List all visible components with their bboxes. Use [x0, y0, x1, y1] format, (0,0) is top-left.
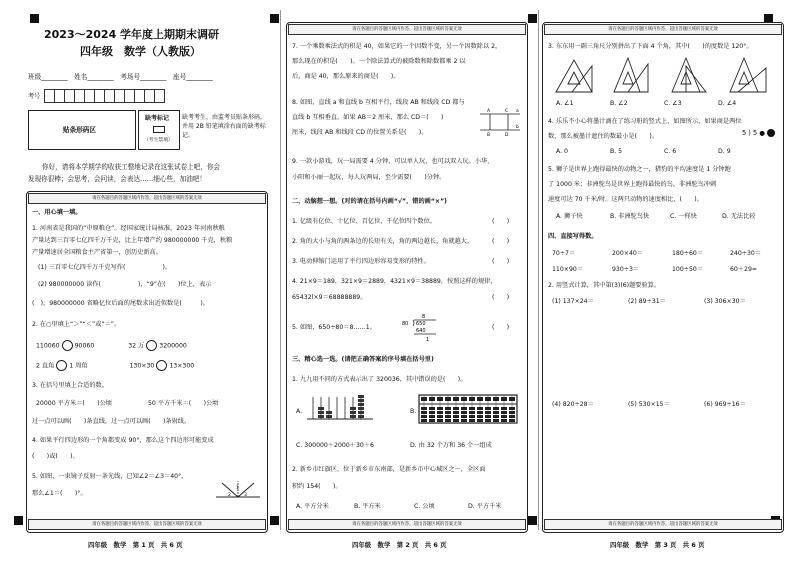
q3-line-2[interactable]: 过一点可以画( )条直线，过一点可以画( )条射线。 [32, 418, 191, 425]
greeting-line-2: 发现你很棒；会思考，会问读，会表达……细心些，加油吧！ [28, 175, 207, 183]
abacus-bead [493, 419, 499, 422]
abacus-bead [453, 415, 459, 418]
parallel-lines-figure [478, 104, 522, 138]
svg-text:b: b [516, 125, 519, 130]
q2-row-1[interactable]: 110060 90060 32 万 3200000 [36, 340, 187, 351]
abacus-bead [509, 397, 515, 401]
choice-1-d[interactable]: D. 由 32 个万和 36 个一组成 [410, 442, 492, 449]
q4-option-a[interactable]: A. 0 [556, 148, 568, 155]
abacus-bead [437, 411, 443, 414]
compare-circle [62, 340, 73, 351]
q3-item-2[interactable]: 50 平方千米＝( )公顷 [148, 400, 219, 407]
answer-notice-top: 请在各题目的答题区域内作答，超出答题区域的答案无效 [288, 24, 526, 35]
q4-line-1: 4. 如果平行四边形的一个角都变成 90°，那么这个四边形可能变成 [32, 437, 214, 444]
q8-line-3[interactable]: 厘米，线段 AB 和线段 CD 的位置关系是( )。 [292, 129, 428, 136]
choice-2-line-2[interactable]: 积约 154( )。 [292, 483, 342, 490]
abacus-bead [461, 415, 467, 418]
q4-option-c[interactable]: C. 6 [664, 148, 677, 155]
judge-5-answer[interactable]: ( ) [492, 324, 510, 331]
abacus-bead [437, 397, 443, 401]
q1-part-b-line-2[interactable]: ( )，980000000 省略亿位后面的尾数求出近似数是( )。 [32, 300, 209, 307]
q7-line-1: 7. 一个乘数乘法式的积是 40，如果它的一个因数不变，另一个因数除以 2， [292, 43, 502, 50]
svg-text:A: A [487, 109, 491, 114]
svg-text:B: B [487, 133, 491, 138]
choice-2-d[interactable]: D. 平方千米 [468, 503, 502, 510]
choice-2-a[interactable]: A. 平方分米 [296, 503, 329, 510]
abacus-bead [437, 415, 443, 418]
q7-line-2[interactable]: 那么现在的积是( )。一个除法算式的被除数和除数都乘 2 以 [292, 58, 466, 65]
abacus-bead [493, 407, 499, 410]
svg-text:1: 1 [426, 337, 430, 343]
page-footer: 四年级 数学 第 3 页 共 6 页 [610, 541, 705, 549]
calc-item[interactable]: 70÷7＝ [552, 250, 576, 257]
abacus-bead [501, 407, 507, 410]
registration-mark [30, 14, 39, 23]
judge-4-line-2: 65432l×9＝68888889。 [292, 294, 367, 301]
abacus-bead [429, 419, 435, 422]
choice-1-b-label[interactable]: B. [410, 408, 417, 415]
exam-number-boxes[interactable] [44, 89, 165, 103]
abacus-bead [461, 407, 467, 410]
bead-abacus-figure [418, 394, 518, 424]
compare-circle [156, 360, 167, 371]
abacus-bead [453, 397, 459, 401]
page-footer: 四年级 数学 第 2 页 共 6 页 [352, 541, 447, 549]
abacus-bead [445, 407, 451, 410]
abacus-bead [509, 411, 515, 414]
vertical-calc-item[interactable]: (1) 137×24＝ [552, 298, 594, 305]
student-info-line[interactable]: 班级________ 姓名________ 考场号________ 座号________ [28, 73, 213, 81]
q2-row-2[interactable]: 2 直角 1 周角 130×30 13×300 [36, 360, 194, 371]
q3-item-1[interactable]: 20000 平方米＝( )公顷 [36, 400, 112, 407]
abacus-bead [421, 411, 427, 414]
abacus-bead [453, 411, 459, 414]
abacus-bead [469, 419, 475, 422]
abacus-bead [477, 407, 483, 410]
calc-item[interactable]: 110×90＝ [552, 266, 584, 273]
abacus-bead [437, 407, 443, 410]
vertical-calc-item[interactable]: (4) 820÷28＝ [552, 401, 594, 408]
svg-text:D: D [505, 133, 509, 138]
absent-description: 缺考考生，由监考员贴条形码，并用 2B 铅笔填涂右面的缺考标记。 [182, 114, 267, 139]
calc-item[interactable]: 200×40＝ [612, 250, 644, 257]
q4-line-2[interactable]: 数，那么被墨汁遮住的数最小是( )。 [548, 133, 659, 140]
q1-line-3: 产量增速居全国粮食主产省第一，创历史新高。 [32, 249, 162, 256]
answer-notice-bottom: 请在各题目的答题区域内作答，超出答题区域的答案无效 [28, 519, 266, 530]
abacus-bead [493, 415, 499, 418]
q5-option-a[interactable]: A. 狮子快 [556, 213, 583, 220]
abacus-bead [485, 407, 491, 410]
abacus-bead [485, 397, 491, 401]
abacus-bead [461, 397, 467, 401]
svg-text:8: 8 [422, 314, 426, 320]
q2-stem: 2. 在○里填上“＞”“＜”或“＝”。 [32, 321, 121, 328]
registration-mark [14, 516, 23, 525]
angle-label: 3 [244, 493, 247, 498]
exam-title: 2023～2024 学年度上期期末调研 [44, 28, 220, 41]
abacus-bead [429, 411, 435, 414]
q9-line-1: 9. 一款小游戏，玩一局需要 4 分钟，可以单人玩，也可以双人玩。小华、 [292, 158, 494, 165]
q3-stem[interactable]: 3. 东东用一副三角尺分别拼出了下面 4 个角，其中( )的度数是 120°。 [548, 43, 753, 50]
abacus-bead [501, 419, 507, 422]
vertical-calc-item[interactable]: (5) 530×15＝ [628, 401, 670, 408]
choice-2-c[interactable]: C. 公顷 [414, 503, 435, 510]
mirror-angle-figure [214, 477, 262, 501]
abacus-bead [461, 411, 467, 414]
abacus-bead [509, 419, 515, 422]
absent-label: 缺考标记 [145, 115, 170, 122]
abacus-bead [421, 397, 427, 401]
svg-text:C: C [505, 109, 509, 114]
calc-item[interactable]: 180÷60＝ [672, 250, 704, 257]
abacus-bead [501, 397, 507, 401]
abacus-bead [421, 415, 427, 418]
greeting-line-1: 你好，请将本学期学的收获工整地记录在这张试卷上吧，你会 [42, 163, 221, 171]
answer-notice-top: 请在各题目的答题区域内作答，超出答题区域的答案无效 [544, 24, 782, 35]
abacus-bead [501, 411, 507, 414]
abacus-bead [469, 397, 475, 401]
abacus-bead [501, 415, 507, 418]
abacus-bead [485, 415, 491, 418]
registration-mark [270, 516, 279, 525]
calc-item[interactable]: 240÷30＝ [730, 250, 762, 257]
q5-option-b[interactable]: B. 非洲鸵鸟快 [610, 213, 650, 220]
q7-line-3[interactable]: 后，商是 40，那么原来的商是( )。 [292, 73, 400, 80]
absent-note: （考生禁填） [144, 138, 173, 143]
abacus-bead [445, 419, 451, 422]
q1-line-2: 产量达到三百零七亿四千万千克，比上年增产约 980000000 千克，秋粮 [32, 237, 233, 244]
vertical-calc-item[interactable]: (2) 89÷31＝ [628, 298, 666, 305]
q8-line-1: 8. 如图，直线 a 和直线 b 互相平行，线段 AB 和线段 CD 都与 [292, 99, 465, 106]
abacus-bead [429, 415, 435, 418]
abacus-bead [421, 419, 427, 422]
calc-item[interactable]: 100÷50＝ [672, 266, 704, 273]
angle-label: 2 [228, 493, 231, 498]
q3-stem: 3. 在括号里填上合适的数。 [32, 382, 108, 389]
page-separator [280, 10, 281, 530]
abacus-bead [477, 419, 483, 422]
abacus-bead [477, 397, 483, 401]
q1-part-a[interactable]: (1) 三百零七亿四千万千克写作( )。 [38, 264, 172, 271]
abacus-bead [429, 407, 435, 410]
svg-text:a: a [516, 109, 519, 114]
abacus-bead [509, 415, 515, 418]
answer-notice-top: 请在各题目的答题区域内作答，超出答题区域的答案无效 [28, 193, 266, 204]
q3-option-d[interactable]: D. ∠4 [718, 100, 737, 107]
judge-3-answer[interactable]: ( ) [492, 258, 510, 265]
counter-abacus-figure [305, 393, 375, 423]
vertical-calc-item[interactable]: (6) 969÷16＝ [704, 401, 746, 408]
section-4-title: 四、直接写得数。 [548, 233, 598, 240]
choice-1[interactable]: 1. 九九用不同的方式表示出了 320036，其中错误的是( )。 [292, 376, 467, 383]
calc-item[interactable]: 930÷3＝ [612, 266, 640, 273]
absent-fill-box[interactable] [153, 126, 165, 133]
abacus-bead [485, 411, 491, 414]
abacus-bead [453, 419, 459, 422]
abacus-bead [453, 407, 459, 410]
compare-circle [56, 360, 67, 371]
registration-mark [270, 14, 279, 23]
ink-blot-icon [767, 129, 775, 137]
q5-option-d[interactable]: D. 无法比较 [722, 213, 756, 220]
section-3-title: 三、精心选一选。(请把正确答案的序号填在括号里) [292, 356, 434, 363]
absent-mark-box [138, 110, 180, 150]
compare-circle [146, 340, 157, 351]
abacus-bead [493, 397, 499, 401]
judge-1-answer[interactable]: ( ) [492, 218, 510, 225]
q4-option-b[interactable]: B. 5 [610, 148, 623, 155]
choice-1-c[interactable]: C. 300000＋2000＋30＋6 [296, 442, 374, 449]
angle-label: 1 [236, 486, 239, 491]
page-separator [538, 10, 539, 530]
q5-line-1: 5. 如图，一束镜子反射一条光线，已知∠2＝∠3＝40°， [32, 473, 188, 480]
choice-1-a-label[interactable]: A. [296, 408, 303, 415]
q4-line-1: 4. 乐乐不小心将墨汁滴在了练习册的竖式上，如图所示，如果商是两位 [548, 118, 742, 125]
exam-subtitle: 四年级 数学（人教版） [80, 45, 201, 58]
judge-3: 3. 电动伸缩门运用了平行四边形容易变形的特性。 [292, 258, 430, 265]
q3-option-b[interactable]: B. ∠2 [610, 100, 628, 107]
judge-2: 2. 角的大小与角的两条边的长短有关，角的两边越长，角就越大。 [292, 238, 474, 245]
q8-line-2[interactable]: 直线 b 互相垂直，如果 AB＝2 厘米，那么 CD＝( ) [292, 114, 444, 121]
abacus-bead [477, 411, 483, 414]
answer-region-3 [542, 22, 784, 533]
exam-number-label: 考号 [28, 93, 41, 100]
q5-line-1: 5. 狮子是世界上跑得最快的动物之一，猎豹的平均速度是 1 分钟跑 [548, 166, 731, 173]
svg-text:640: 640 [416, 328, 426, 334]
judge-5: 5. 如图，650÷80＝8……1。 [292, 324, 376, 331]
registration-mark [528, 14, 537, 23]
barcode-area[interactable] [28, 110, 136, 150]
judge-2-answer[interactable]: ( ) [492, 238, 510, 245]
abacus-bead [461, 419, 467, 422]
section-2-title: 二、动脑想一想。(对的请在括号内画“√”，错的画“×”) [292, 198, 447, 205]
q5-line-3[interactable]: 速度可达 70 千米/时。这两只动物的速度相比，( )。 [548, 196, 703, 203]
abacus-bead [493, 411, 499, 414]
calc-item[interactable]: 60＋29≈ [730, 266, 758, 273]
abacus-bead [477, 415, 483, 418]
abacus-bead [485, 419, 491, 422]
q3-option-c[interactable]: C. ∠3 [664, 100, 682, 107]
abacus-bead [445, 397, 451, 401]
q5-line-2[interactable]: 那么∠1＝( )°。 [32, 490, 87, 497]
section-1-title: 一、用心填一填。 [32, 209, 82, 216]
q5-line-2: 了 1000 米；非洲鸵鸟是世界上跑得最快的鸟，非洲鸵鸟冲刺 [548, 181, 717, 188]
abacus-bead [509, 407, 515, 410]
q5-option-c[interactable]: C. 一样快 [670, 213, 697, 220]
judge-1: 1. 亿级有亿位、十亿位、百亿位、千亿位四个数位。 [292, 218, 436, 225]
abacus-bead [445, 411, 451, 414]
answer-notice-bottom: 请在各题目的答题区域内作答，超出答题区域的答案无效 [288, 519, 526, 530]
abacus-bead [437, 419, 443, 422]
judge-4-line-1: 4. 21×9＝189，321×9＝2889，4321×9＝38889，按照这样的规律， [292, 278, 497, 285]
svg-text:80: 80 [402, 321, 409, 327]
abacus-bead [469, 415, 475, 418]
svg-text:650: 650 [416, 321, 426, 327]
page-footer: 四年级 数学 第 1 页 共 6 页 [88, 541, 183, 549]
registration-mark [528, 516, 537, 525]
q9-line-2[interactable]: 小阳和小丽一起玩，每人玩两局，至少需要( )分钟。 [292, 174, 446, 181]
q1-part-b-line-1[interactable]: (2) 980000000 读作( )，“9”在( )位上，表示 [38, 281, 212, 288]
q4-option-d[interactable]: D. 9 [718, 148, 731, 155]
choice-2-line-1: 2. 新乡市红旗区，位于新乡市东南部，是新乡市中心城区之一，全区面 [292, 466, 486, 473]
vertical-calc-title: 2. 用竖式计算，其中第(3)(6)题要验算。 [548, 282, 661, 289]
barcode-label: 贴条形码区 [63, 126, 96, 134]
choice-2-b[interactable]: B. 平方米 [354, 503, 381, 510]
q4-line-2[interactable]: ( )或( )。 [32, 453, 79, 460]
abacus-bead [469, 411, 475, 414]
abacus-bead [421, 407, 427, 410]
q3-option-a[interactable]: A. ∠1 [556, 100, 574, 107]
judge-4-answer[interactable]: ( ) [492, 294, 510, 301]
answer-notice-bottom: 请在各题目的答题区域内作答，超出答题区域的答案无效 [544, 519, 782, 530]
abacus-bead [445, 415, 451, 418]
vertical-calc-item[interactable]: (3) 306×30＝ [704, 298, 746, 305]
abacus-bead [469, 407, 475, 410]
triangle-rulers-figure [548, 54, 778, 96]
abacus-bead [429, 397, 435, 401]
q1-line-1: 1. 河南省是我国的“中原粮仓”。经国家统计局核准，2023 年河南秋粮 [32, 225, 225, 232]
long-division-figure [400, 312, 440, 346]
ink-blot-division: 5 ) 5 ● [742, 129, 775, 137]
